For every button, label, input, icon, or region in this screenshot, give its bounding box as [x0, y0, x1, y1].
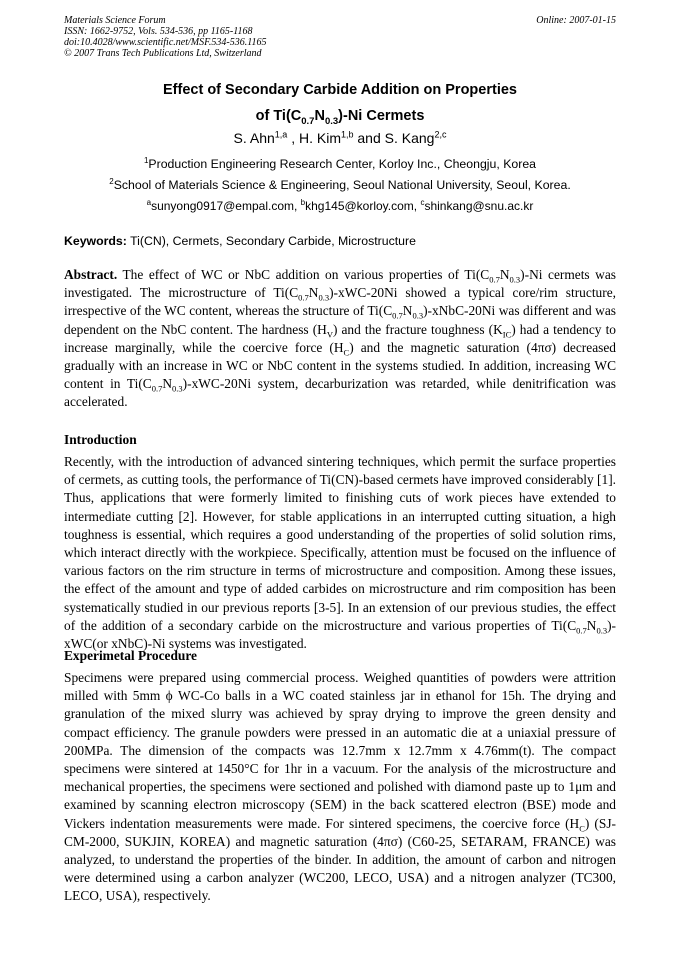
title-subscript: 0.3	[324, 115, 339, 127]
keywords-text: Ti(CN), Cermets, Secondary Carbide, Microstructure	[126, 234, 416, 248]
subscript: 0.3	[412, 311, 424, 322]
abstract-text: N	[162, 376, 173, 392]
experimental-heading: Experimetal Procedure	[64, 648, 198, 663]
copyright-line: © 2007 Trans Tech Publications Ltd, Switzerland	[64, 48, 262, 59]
abstract-text: ) had a tendency to increase marginally, while the coercive force (H	[64, 321, 616, 355]
title-text: )-Ni Cermets	[338, 108, 425, 124]
journal-header	[64, 15, 616, 59]
abstract-label: Abstract.	[64, 267, 118, 282]
subscript: 0.7	[151, 383, 163, 394]
issn-line: ISSN: 1662-9752, Vols. 534-536, pp 1165-1168	[64, 26, 253, 37]
doi-line: doi:10.4028/www.scientific.net/MSF.534-536.1165	[64, 37, 267, 48]
abstract-text: ) and the magnetic saturation (4πσ) decreased gradually with an increase in WC or NbC content in the systems studied. In addition, increasing WC content in Ti(C	[64, 339, 616, 392]
subscript: 0.7	[489, 274, 500, 285]
abstract-text: ) and the fracture toughness (K	[332, 321, 503, 337]
introduction-heading: Introduction	[64, 432, 137, 447]
subscript: V	[326, 329, 333, 340]
abstract-paragraph	[64, 266, 616, 412]
affiliation-1	[64, 157, 616, 172]
subscript: C	[579, 823, 585, 834]
email-mark: c	[420, 198, 425, 207]
email-list	[64, 199, 616, 214]
subscript: 0.3	[509, 274, 521, 285]
email-address: khg145@korloy.com,	[305, 199, 421, 213]
abstract-text: )-xNbC-20Ni was different and was dependent on the NbC content. The hardness (H	[64, 303, 616, 337]
journal-name: Materials Science Forum	[64, 15, 166, 26]
author-name: , H. Kim	[287, 130, 341, 146]
author-list	[64, 129, 616, 147]
title-subscript: 0.7	[301, 115, 315, 127]
experimental-paragraph	[64, 669, 616, 906]
online-date: Online: 2007-01-15	[536, 15, 616, 26]
abstract-text: )-Ni cermets was investigated. The microstructure of Ti(C	[64, 267, 616, 301]
subscript: 0.3	[596, 625, 608, 636]
subscript: 0.7	[392, 311, 403, 322]
title-text: N	[314, 108, 325, 124]
introduction-paragraph	[64, 453, 616, 653]
keywords	[64, 234, 616, 249]
paper-title-line1: Effect of Secondary Carbide Addition on Properties	[163, 82, 517, 98]
email-address: sunyong0917@empal.com,	[151, 199, 301, 213]
experimental-text: Specimens were prepared using commercial process. Weighed quantities of powders were attrition milled with 5mm ϕ WC-Co balls in a WC coated stainless jar in ethanol for 15h. The drying and granulation of the mixed slurry was achieved by spray drying to improve the green density and compact efficiency. The granule powders were pressed in an automatic die at a uniaxial pressure of 200MPa. The dimension of the compacts was 12.7mm x 12.7mm x 4.76mm(t). The compact specimens were sintered at 1450°C for 1hr in a vacuum. For the analysis of the microstructure and mechanical properties, the specimens were sectioned and polished with diamond paste up to 1μm and examined by scanning electron microscopy (SEM) in the back scattered electron (BSE) mode and Vickers indentation measurements were made. For sintered specimens, the coercive force (H	[64, 670, 616, 831]
keywords-label: Keywords:	[64, 234, 127, 248]
abstract-text: The effect of WC or NbC addition on various properties of Ti(C	[117, 267, 490, 282]
abstract-text: N	[499, 267, 510, 282]
affiliation-number: 2	[109, 176, 114, 186]
author-affiliation-mark: 2,c	[434, 129, 447, 140]
affiliation-2	[64, 178, 616, 193]
title-text: of Ti(C	[255, 108, 302, 124]
email-mark: a	[146, 198, 152, 207]
abstract-text: )-xWC-20Ni showed a typical core/rim structure, irrespective of the WC content, whereas the structure of Ti(C	[64, 285, 616, 319]
introduction-text: )-xWC(or xNbC)-Ni systems was investigated.	[64, 617, 616, 652]
author-affiliation-mark: 1,b	[340, 129, 354, 140]
email-address: shinkang@snu.ac.kr	[424, 199, 534, 213]
author-name: and S. Kang	[353, 130, 435, 146]
subscript: 0.7	[576, 625, 587, 636]
author-affiliation-mark: 1,a	[274, 129, 288, 140]
subscript: C	[343, 347, 350, 358]
author-name: S. Ahn	[233, 130, 275, 146]
subscript: 0.3	[318, 292, 330, 303]
introduction-text: N	[586, 617, 597, 633]
abstract-text: N	[402, 303, 413, 319]
introduction-text: Recently, with the introduction of advanced sintering techniques, which permit the surface properties of cermets, as cutting tools, the performance of Ti(CN)-based cermets have improved considerably [1]. Thus, applications that were formerly limited to finishing cuts of work pieces have extended to intermediate cutting [2]. However, for stable applications in an interrupted cutting situation, a high toughness is essential, which requires a good understanding of the properties of solid solution rims, which interact directly with the workpiece. Specifically, attention must be focused on the influence of various factors on the rim structure in terms of microstructure and composition. Among these issues, the effect of the amount and type of added carbides on microstructure and rim composition has been systematically studied in our previous reports [3-5]. In an extension of our previous studies, the effect of the addition of a secondary carbide on the microstructure and various properties of Ti(C	[64, 454, 616, 633]
abstract-text: )-xWC-20Ni system, decarburization was retarded, while denitrification was accelerated.	[64, 376, 616, 410]
paper-title-line2	[64, 107, 616, 125]
affiliation-number: 1	[143, 155, 149, 165]
subscript: 0.3	[172, 383, 183, 394]
affiliation-text: School of Materials Science & Engineering, Seoul National University, Seoul, Korea.	[113, 178, 571, 192]
subscript: 0.7	[298, 292, 309, 303]
abstract-text: N	[308, 285, 319, 301]
experimental-text: ) (SJ-CM-2000, SUKJIN, KOREA) and magnetic saturation (4πσ) (C60-25, SETARAM, FRANCE) was analyzed, to understand the properties of the binder. In addition, the amount of carbon and nitrogen were determined using a carbon analyzer (WC200, LECO, USA) and a nitrogen analyzer (TC300, LECO, USA), respectively.	[64, 815, 616, 904]
affiliation-text: Production Engineering Research Center, Korloy Inc., Cheongju, Korea	[148, 157, 537, 171]
email-mark: b	[300, 198, 306, 207]
subscript: IC	[502, 329, 512, 340]
